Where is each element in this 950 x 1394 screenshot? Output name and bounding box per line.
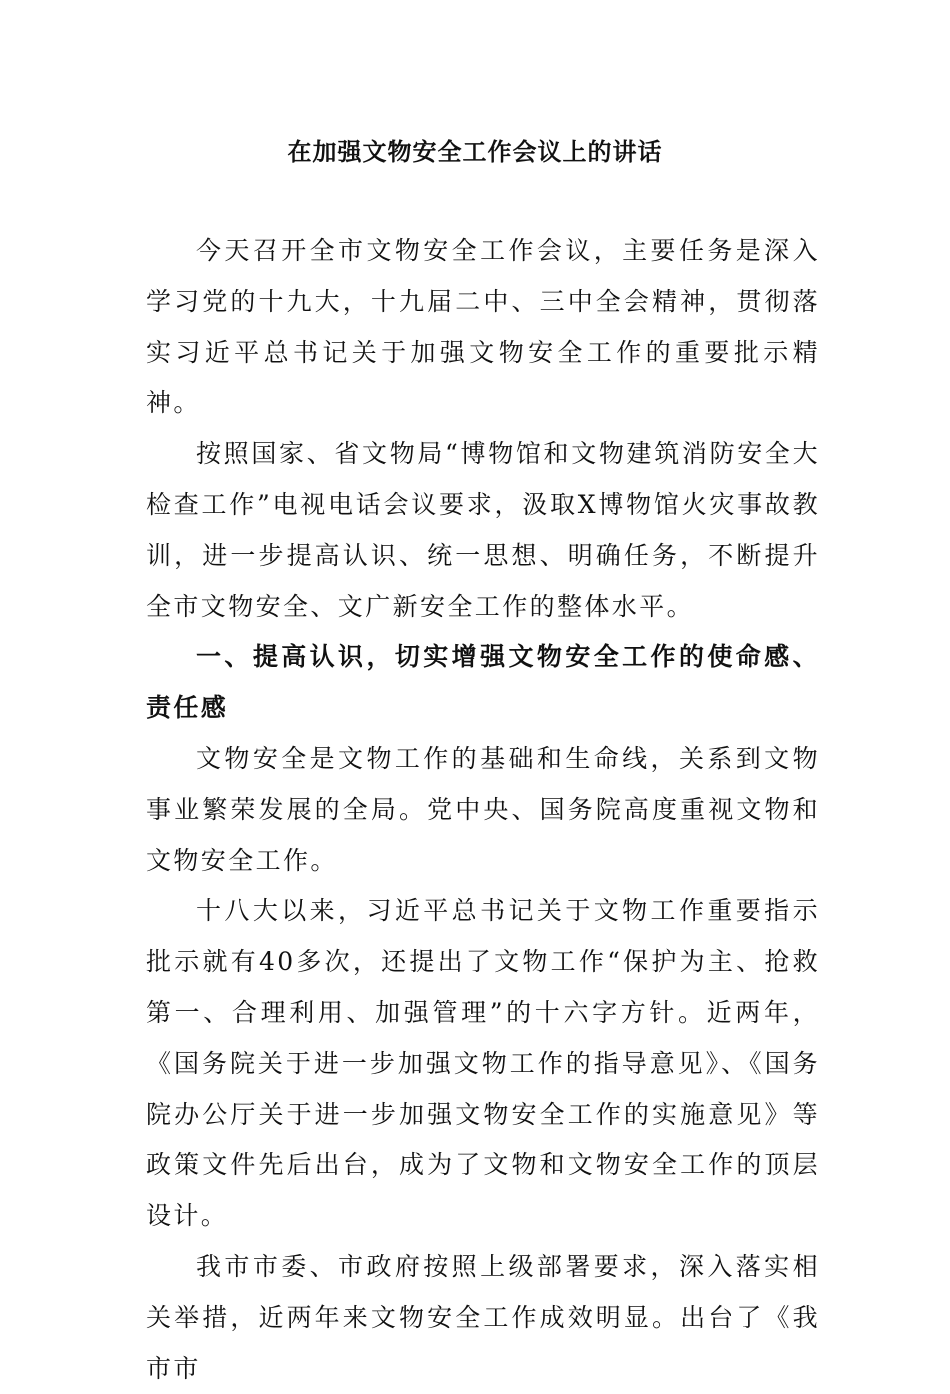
paragraph-section-1: 文物安全是文物工作的基础和生命线，关系到文物事业繁荣发展的全局。党中央、国务院高度重视文物和文物安全工作。 bbox=[146, 743, 820, 875]
paragraph-intro-1: 今天召开全市文物安全工作会议，主要任务是深入学习党的十九大，十九届二中、三中全会精神，贯彻落实习近平总书记关于加强文物安全工作的重要批示精神。 bbox=[146, 236, 820, 418]
section-heading-1: 一、提高认识，切实增强文物安全工作的使命感、责任感 bbox=[146, 642, 820, 723]
paragraph-intro-2: 按照国家、省文物局“博物馆和文物建筑消防安全大检查工作”电视电话会议要求，汲取X博物馆火灾事故教训，进一步提高认识、统一思想、明确任务，不断提升全市文物安全、文广新安全工作的整体水平。 bbox=[146, 439, 820, 621]
paragraph-section-2: 十八大以来，习近平总书记关于文物工作重要指示批示就有40多次，还提出了文物工作“保护为主、抢救第一、合理利用、加强管理”的十六字方针。近两年，《国务院关于进一步加强文物工作的指导意见》、《国务院办公厅关于进一步加强文物安全工作的实施意见》等政策文件先后出台，成为了文物和文物安全工作的顶层设计。 bbox=[146, 896, 820, 1231]
paragraph-section-3: 我市市委、市政府按照上级部署要求，深入落实相关举措，近两年来文物安全工作成效明显。出台了《我市市 bbox=[146, 1251, 820, 1383]
document-title: 在加强文物安全工作会议上的讲话 bbox=[287, 137, 663, 166]
document-body bbox=[146, 226, 820, 1394]
